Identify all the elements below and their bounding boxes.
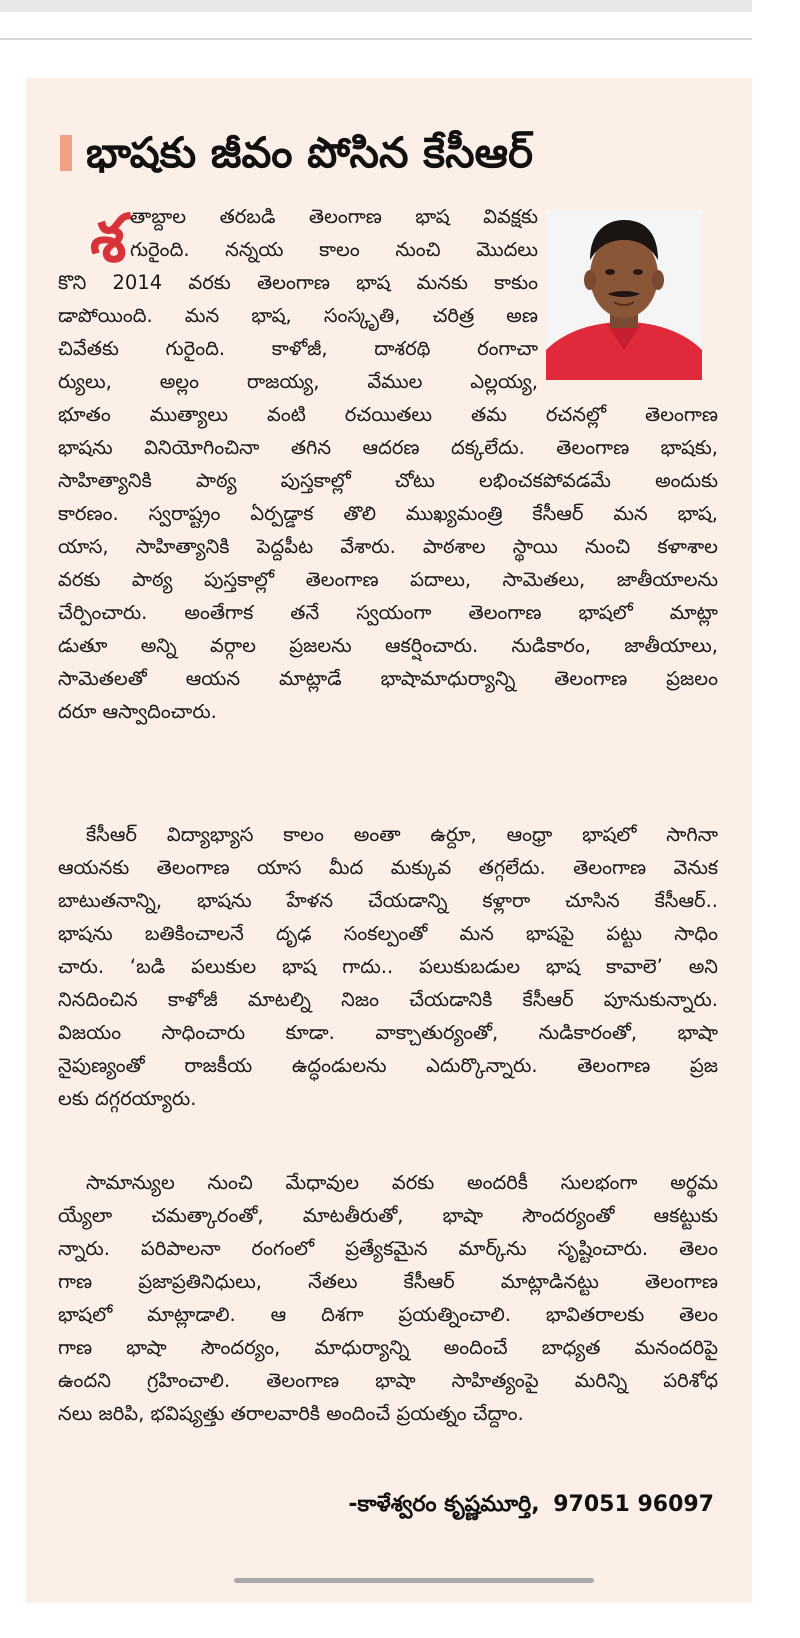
- text-line: ఆయనకు తెలంగాణ యాస మీద మక్కువ తగ్గలేదు. తెలంగాణ వెనుక: [58, 856, 718, 879]
- author-phone: 97051 96097: [553, 1492, 714, 1517]
- article-card: [26, 78, 752, 1603]
- text-line: గాణ ప్రజాప్రతినిధులు, నేతలు కేసీఆర్ మాట్లాడినట్టు తెలంగాణ: [58, 1270, 718, 1293]
- text-line: సాహిత్యానికి పాఠ్య పుస్తకాల్లో చోటు లభించకపోవడమే అందుకు: [58, 469, 718, 492]
- text-line: గాణ భాషా సౌందర్యం, మాధుర్యాన్ని అందించే బాధ్యత మనందరిపై: [58, 1336, 718, 1359]
- text-line: చేర్పించారు. అంతేగాక తనే స్వయంగా తెలంగాణ భాషలో మాట్లా: [58, 601, 718, 624]
- text-line: నలు జరిపి, భవిష్యత్తు తరాలవారికి అందించే ప్రయత్నం చేద్దాం.: [58, 1402, 524, 1425]
- text-line: సామెతలతో ఆయన మాట్లాడే భాషామాధుర్యాన్ని తెలంగాణ ప్రజలం: [58, 667, 718, 690]
- top-strip: [0, 0, 752, 12]
- text-line: ర్యులు, అల్లం రాజయ్య, వేముల ఎల్లయ్య,: [58, 370, 538, 393]
- text-line: డుతూ అన్ని వర్గాల ప్రజలను ఆకర్షించారు. నుడికారం, జాతీయాలు,: [58, 634, 718, 657]
- text-line: భాషను వినియోగించినా తగిన ఆదరణ దక్కలేదు. తెలంగాణ భాషకు,: [58, 436, 718, 459]
- text-line: గురైంది. నన్నయ కాలం నుంచి మొదలు: [130, 238, 538, 261]
- headline-text: భాషకు జీవం పోసిన కేసీఆర్: [86, 128, 533, 177]
- headline: [60, 126, 732, 180]
- author-byline: [348, 1488, 714, 1522]
- headline-accent-bar: [60, 135, 72, 171]
- paragraph-2: [58, 818, 718, 1115]
- text-line: భూతం ముత్యాలు వంటి రచయితలు తమ రచనల్లో తెలంగాణ: [58, 403, 718, 426]
- text-line: చివేతకు గురైంది. కాళోజీ, దాశరథి రంగాచా: [58, 337, 538, 360]
- author-name: -కాళేశ్వరం కృష్ణమూర్తి,: [348, 1492, 540, 1517]
- home-indicator-bar[interactable]: [234, 1578, 594, 1583]
- paragraph-3: [58, 1166, 718, 1430]
- text-line: నైపుణ్యంతో రాజకీయ ఉద్ధండులను ఎదుర్కొన్నారు. తెలంగాణ ప్రజ: [58, 1054, 718, 1077]
- text-line: యాస, సాహిత్యానికి పెద్దపీట వేశారు. పాఠశాల స్థాయి నుంచి కళాశాల: [58, 535, 718, 558]
- text-line: వరకు పాఠ్య పుస్తకాల్లో తెలంగాణ పదాలు, సామెతలు, జాతీయాలను: [58, 568, 718, 591]
- text-line: విజయం సాధించారు కూడా. వాక్చాతుర్యంతో, నుడికారంతో, భాషా: [58, 1021, 718, 1044]
- text-line: భాషలో మాట్లాడాలి. ఆ దిశగా ప్రయత్నించాలి. భావితరాలకు తెలం: [58, 1303, 718, 1326]
- text-line: య్యేలా చమత్కారంతో, మాటతీరుతో, భాషా సౌందర్యంతో ఆకట్టుకు: [58, 1204, 718, 1227]
- text-line: కేసీఆర్ విద్యాభ్యాస కాలం అంతా ఉర్దూ, ఆంధ్రా భాషలో సాగినా: [86, 823, 718, 846]
- text-line: కొని 2014 వరకు తెలంగాణ భాష మనకు కాకుం: [58, 271, 538, 294]
- text-line: తాబ్దాల తరబడి తెలంగాణ భాష వివక్షకు: [130, 205, 538, 228]
- top-divider: [0, 38, 752, 40]
- text-line: సామాన్యుల నుంచి మేధావుల వరకు అందరికీ సులభంగా అర్థమ: [86, 1171, 718, 1194]
- text-line: డాపోయింది. మన భాష, సంస్కృతి, చరిత్ర అణ: [58, 304, 538, 327]
- paragraph-1: [58, 200, 718, 728]
- text-line: న్నారు. పరిపాలనా రంగంలో ప్రత్యేకమైన మార్క్‌ను సృష్టించారు. తెలం: [58, 1237, 718, 1260]
- text-line: కారణం. స్వరాష్ట్రం ఏర్పడ్డాక తొలి ముఖ్యమంత్రి కేసీఆర్ మన భాష,: [58, 502, 718, 525]
- drop-cap: శ: [90, 200, 127, 277]
- text-line: ఉందని గ్రహించాలి. తెలంగాణ భాషా సాహిత్యంపై మరిన్ని పరిశోధ: [58, 1369, 718, 1392]
- text-line: భాషను బతికించాలనే దృఢ సంకల్పంతో మన భాషపై పట్టు సాధిం: [58, 922, 718, 945]
- text-line: దరూ ఆస్వాదించారు.: [58, 700, 217, 723]
- text-line: లకు దగ్గరయ్యారు.: [58, 1087, 197, 1110]
- text-line: బాటుతనాన్ని, భాషను హేళన చేయడాన్ని కళ్లారా చూసిన కేసీఆర్..: [58, 889, 718, 912]
- text-line: చారు. ‘బడి పలుకుల భాష గాదు.. పలుకుబడుల భాష కావాలె’ అని: [58, 955, 718, 978]
- text-line: నినదించిన కాళోజీ మాటల్ని నిజం చేయడానికి కేసీఆర్ పూనుకున్నారు.: [58, 988, 718, 1011]
